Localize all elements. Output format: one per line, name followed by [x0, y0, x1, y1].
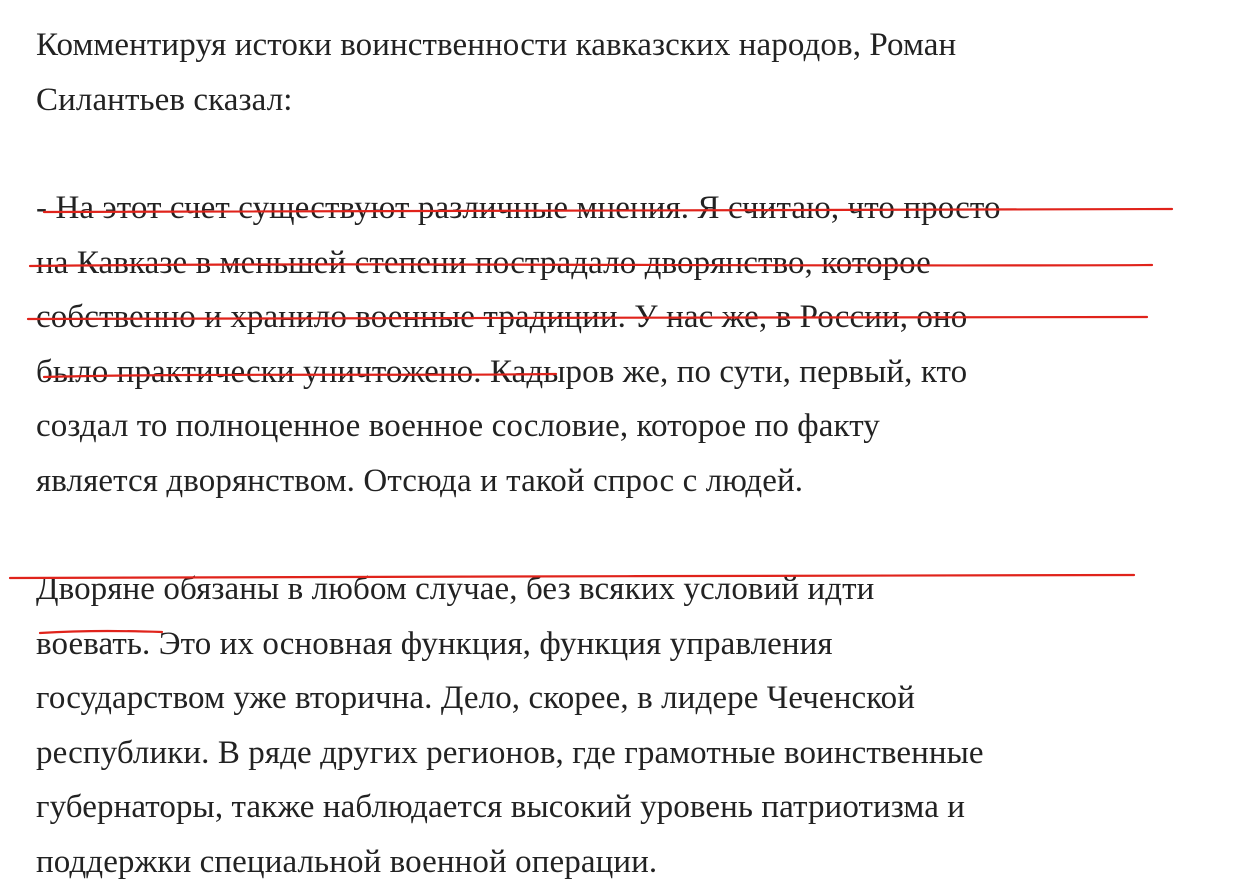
text-line: поддержки специальной военной операции.	[36, 835, 1226, 889]
paragraph-intro	[36, 18, 1226, 127]
text-line: на Кавказе в меньшей степени пострадало дворянство, которое	[36, 236, 1226, 291]
article-body	[36, 18, 1226, 889]
text-line: губернаторы, также наблюдается высокий уровень патриотизма и	[36, 780, 1226, 835]
text-line: собственно и хранило военные традиции. У нас же, в России, оно	[36, 290, 1226, 345]
text-line: Дворяне обязаны в любом случае, без всяких условий идти	[36, 562, 1226, 617]
text-line: государством уже вторична. Дело, скорее, в лидере Чеченской	[36, 671, 1226, 726]
text-line: - На этот счет существуют различные мнения. Я считаю, что просто	[36, 181, 1226, 236]
text-line: Комментируя истоки воинственности кавказских народов, Роман	[36, 18, 1226, 73]
text-line: создал то полноценное военное сословие, которое по факту	[36, 399, 1226, 454]
text-line: Силантьев сказал:	[36, 73, 1226, 128]
text-line: республики. В ряде других регионов, где грамотные воинственные	[36, 726, 1226, 781]
text-line: является дворянством. Отсюда и такой спрос с людей.	[36, 454, 1226, 509]
text-line: было практически уничтожено. Кадыров же, по сути, первый, кто	[36, 345, 1226, 400]
paragraph-quote-2	[36, 562, 1226, 889]
text-line: воевать. Это их основная функция, функция управления	[36, 617, 1226, 672]
paragraph-quote-1	[36, 181, 1226, 508]
